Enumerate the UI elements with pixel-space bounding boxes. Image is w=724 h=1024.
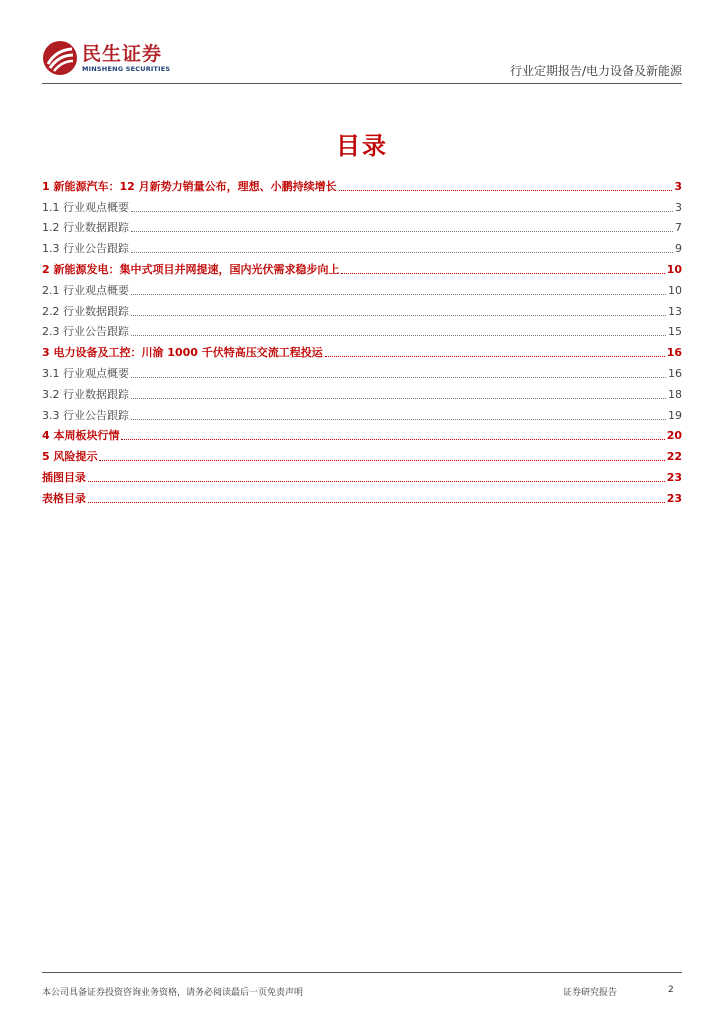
toc-entry[interactable]	[42, 194, 682, 215]
toc-entry[interactable]	[42, 277, 682, 298]
footer-divider	[42, 972, 682, 973]
toc-entry-label: 3.2 行业数据跟踪	[42, 387, 129, 401]
toc-entry-page: 20	[666, 429, 682, 443]
toc-entry-page: 18	[668, 387, 682, 401]
toc-leader-dots	[99, 460, 664, 461]
logo-chinese-name: 民生证券	[82, 43, 163, 65]
toc-entry-page: 10	[668, 283, 682, 297]
footer-disclaimer: 本公司具备证券投资咨询业务资格，请务必阅读最后一页免责声明	[42, 988, 304, 998]
toc-entry-page: 23	[666, 491, 682, 505]
toc-entry-page: 3	[674, 179, 682, 193]
header-divider	[42, 83, 682, 84]
toc-entry-label: 2.1 行业观点概要	[42, 283, 129, 297]
toc-leader-dots	[131, 294, 666, 295]
toc-leader-dots	[121, 439, 664, 440]
toc-entry[interactable]	[42, 485, 682, 506]
toc-leader-dots	[131, 398, 666, 399]
toc-entry-page: 23	[666, 470, 682, 484]
toc-leader-dots	[131, 315, 666, 316]
toc-entry-label: 1.3 行业公告跟踪	[42, 242, 129, 256]
toc-entry[interactable]	[42, 423, 682, 444]
toc-entry[interactable]	[42, 173, 682, 194]
toc-leader-dots	[131, 377, 666, 378]
toc-entry-label: 1.2 行业数据跟踪	[42, 221, 129, 235]
toc-entry-label: 3 电力设备及工控：川渝 1000 千伏特高压交流工程投运	[42, 346, 323, 360]
toc-entry[interactable]	[42, 256, 682, 277]
toc-entry-label: 表格目录	[42, 491, 86, 505]
toc-entry[interactable]	[42, 402, 682, 423]
toc-leader-dots	[339, 190, 673, 191]
toc-entry[interactable]	[42, 360, 682, 381]
company-logo	[42, 40, 170, 76]
toc-entry-page: 15	[668, 325, 682, 339]
toc-leader-dots	[88, 481, 665, 482]
toc-heading: 目录	[336, 132, 388, 160]
toc-entry-label: 4 本周板块行情	[42, 429, 120, 443]
toc-leader-dots	[131, 211, 673, 212]
toc-leader-dots	[131, 335, 666, 336]
toc-entry-label: 插图目录	[42, 470, 86, 484]
table-of-contents	[42, 173, 682, 506]
toc-entry-page: 13	[668, 304, 682, 318]
report-category: 行业定期报告/电力设备及新能源	[509, 64, 682, 78]
toc-entry-page: 7	[675, 221, 682, 235]
toc-leader-dots	[131, 231, 673, 232]
toc-entry-label: 2.2 行业数据跟踪	[42, 304, 129, 318]
toc-entry[interactable]	[42, 381, 682, 402]
toc-leader-dots	[131, 419, 666, 420]
toc-entry-page: 22	[666, 450, 682, 464]
toc-leader-dots	[131, 252, 673, 253]
toc-entry[interactable]	[42, 443, 682, 464]
toc-leader-dots	[325, 356, 665, 357]
minsheng-logo-icon	[42, 40, 78, 76]
toc-entry[interactable]	[42, 235, 682, 256]
toc-entry[interactable]	[42, 464, 682, 485]
toc-entry-label: 2.3 行业公告跟踪	[42, 325, 129, 339]
toc-entry-label: 1.1 行业观点概要	[42, 200, 129, 214]
toc-entry-page: 10	[666, 262, 682, 276]
toc-entry[interactable]	[42, 319, 682, 340]
toc-entry[interactable]	[42, 298, 682, 319]
toc-entry[interactable]	[42, 339, 682, 360]
toc-entry-page: 16	[666, 346, 682, 360]
toc-leader-dots	[88, 502, 665, 503]
toc-entry-label: 2 新能源发电：集中式项目并网提速，国内光伏需求稳步向上	[42, 262, 340, 276]
page-number: 2	[668, 985, 674, 995]
toc-entry-label: 3.3 行业公告跟踪	[42, 408, 129, 422]
toc-entry-page: 16	[668, 366, 682, 380]
toc-entry-page: 19	[668, 408, 682, 422]
footer-report-type: 证券研究报告	[563, 988, 618, 998]
toc-entry-label: 1 新能源汽车：12 月新势力销量公布，理想、小鹏持续增长	[42, 179, 337, 193]
toc-entry-page: 3	[675, 200, 682, 214]
page-header	[42, 40, 682, 84]
toc-entry-label: 5 风险提示	[42, 450, 98, 464]
toc-entry-page: 9	[675, 242, 682, 256]
toc-entry-label: 3.1 行业观点概要	[42, 366, 129, 380]
logo-english-name: MINSHENG SECURITIES	[82, 65, 171, 73]
toc-leader-dots	[341, 273, 664, 274]
toc-entry[interactable]	[42, 215, 682, 236]
